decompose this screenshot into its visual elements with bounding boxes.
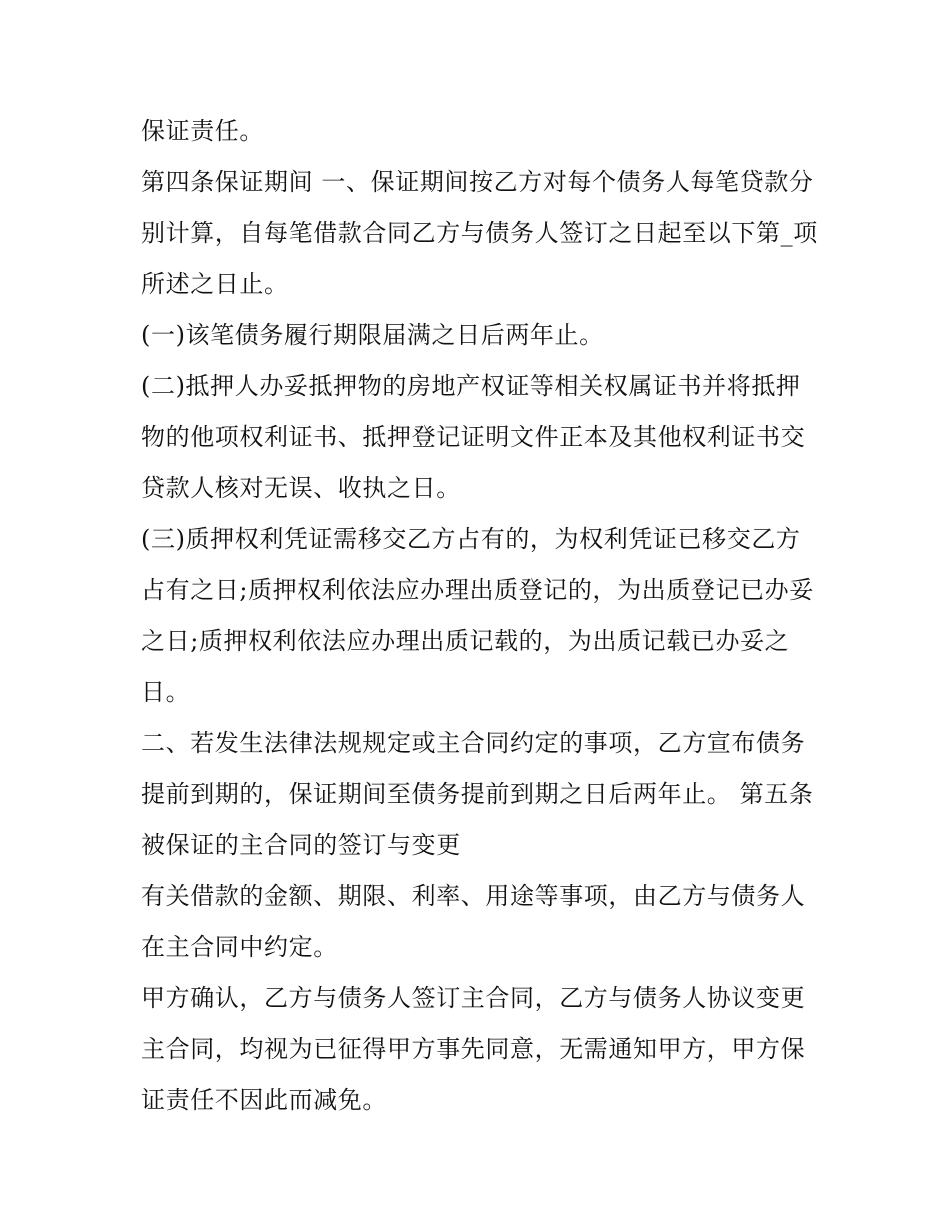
paragraph-item-three: (三)质押权利凭证需移交乙方占有的，为权利凭证已移交乙方占有之日;质押权利依法应办理出质登记的，为出质登记已办妥之日;质押权利依法应办理出质记载的，为出质记载已办妥之日。 [141,525,814,706]
paragraph-guarantee-liability: 保证责任。 [141,117,264,145]
paragraph-item-two: (二)抵押人办妥抵押物的房地产权证等相关权属证书并将抵押物的他项权利证书、抵押登记证明文件正本及其他权利证书交贷款人核对无误、收执之日。 [141,372,806,502]
paragraph-article-four: 第四条保证期间 一、保证期间按乙方对每个债务人每笔贷款分别计算，自每笔借款合同乙方与债务人签订之日起至以下第_项所述之日止。 [141,168,818,298]
document-body [141,106,821,1126]
paragraph-item-one: (一)该笔债务履行期限届满之日后两年止。 [141,321,604,349]
paragraph-section-two: 二、若发生法律法规规定或主合同约定的事项，乙方宣布债务提前到期的，保证期间至债务提前到期之日后两年止。 第五条被保证的主合同的签订与变更 [141,729,814,859]
paragraph-confirmation: 甲方确认，乙方与债务人签订主合同，乙方与债务人协议变更主合同，均视为已征得甲方事先同意，无需通知甲方，甲方保证责任不因此而减免。 [141,984,806,1114]
paragraph-loan-terms: 有关借款的金额、期限、利率、用途等事项，由乙方与债务人在主合同中约定。 [141,882,806,961]
